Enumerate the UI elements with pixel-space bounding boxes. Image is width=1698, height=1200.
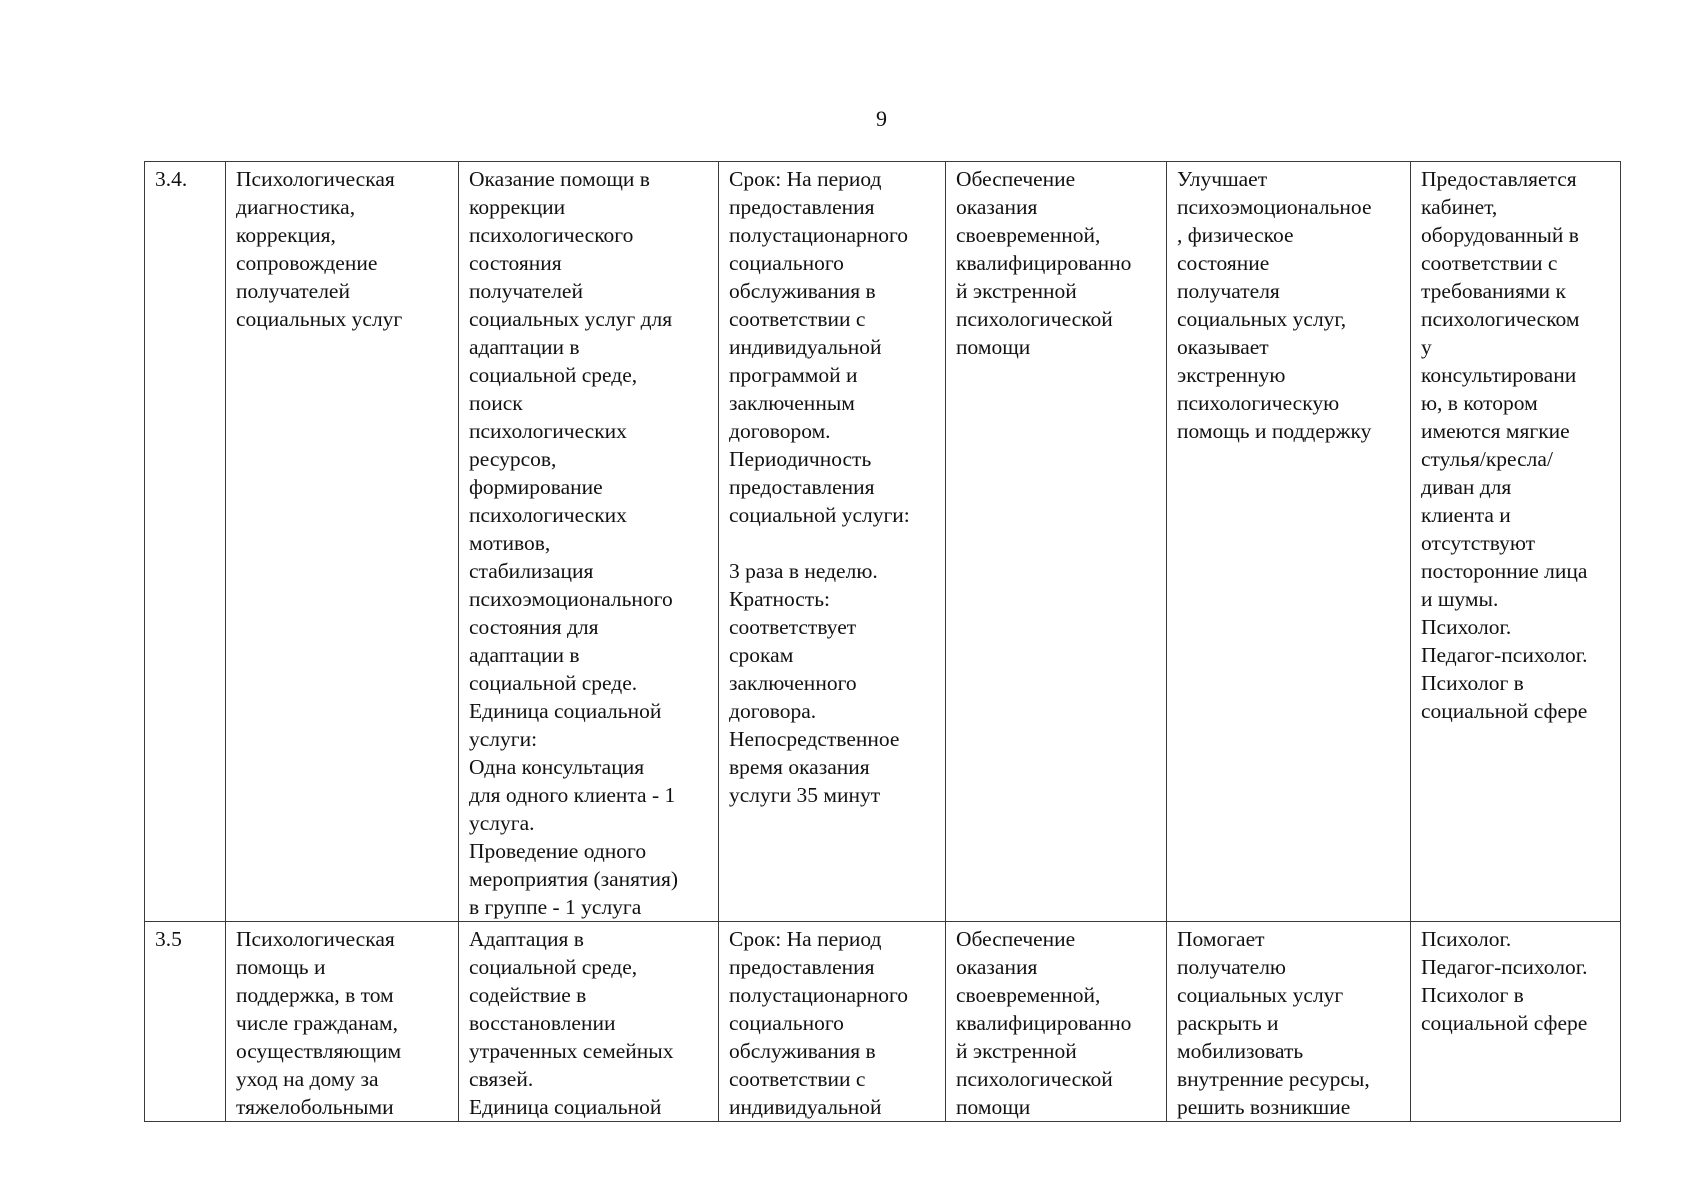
services-table: [144, 161, 1621, 1122]
cell-criteria: Обеспечение оказания своевременной, квалифицированно й экстренной психологической помощи: [946, 162, 1167, 922]
cell-conditions: Психолог. Педагог-психолог. Психолог в социальной сфере: [1411, 922, 1621, 1122]
cell-description: Оказание помощи в коррекции психологического состояния получателей социальных услуг для адаптации в социальной среде, поиск психологических ресурсов, формирование психологических мотивов, стабилизация психоэмоционального состояния для адаптации в социальной среде. Единица социальной услуги: Одна консультация для одного клиента - 1 услуга. Проведение одного мероприятия (занятия) в группе - 1 услуга: [459, 162, 719, 922]
cell-criteria: Обеспечение оказания своевременной, квалифицированно й экстренной психологической помощи: [946, 922, 1167, 1122]
cell-term: Срок: На период предоставления полустационарного социального обслуживания в соответствии с индивидуальной программой и заключенным договором. Периодичность предоставления социальной услуги: 3 раза в неделю. Кратность: соответствует срокам заключенного договора. Непосредственное время оказания услуги 35 минут: [719, 162, 946, 922]
table-row: [145, 162, 1621, 922]
cell-result: Помогает получателю социальных услуг раскрыть и мобилизовать внутренние ресурсы, решить возникшие: [1167, 922, 1411, 1122]
cell-conditions: Предоставляется кабинет, оборудованный в соответствии с требованиями к психологическом у консультировани ю, в котором имеются мягкие стулья/кресла/ диван для клиента и отсутствуют посторонние лица и шумы. Психолог. Педагог-психолог. Психолог в социальной сфере: [1411, 162, 1621, 922]
cell-result: Улучшает психоэмоциональное , физическое состояние получателя социальных услуг, оказывает экстренную психологическую помощь и поддержку: [1167, 162, 1411, 922]
cell-service-name: Психологическая помощь и поддержка, в том числе гражданам, осуществляющим уход на дому за тяжелобольными: [226, 922, 459, 1122]
cell-service-name: Психологическая диагностика, коррекция, сопровождение получателей социальных услуг: [226, 162, 459, 922]
cell-number: 3.5: [145, 922, 226, 1122]
page-number: 9: [876, 106, 887, 131]
cell-description: Адаптация в социальной среде, содействие в восстановлении утраченных семейных связей. Единица социальной: [459, 922, 719, 1122]
cell-number: 3.4.: [145, 162, 226, 922]
table-row: [145, 922, 1621, 1122]
cell-term: Срок: На период предоставления полустационарного социального обслуживания в соответствии с индивидуальной: [719, 922, 946, 1122]
